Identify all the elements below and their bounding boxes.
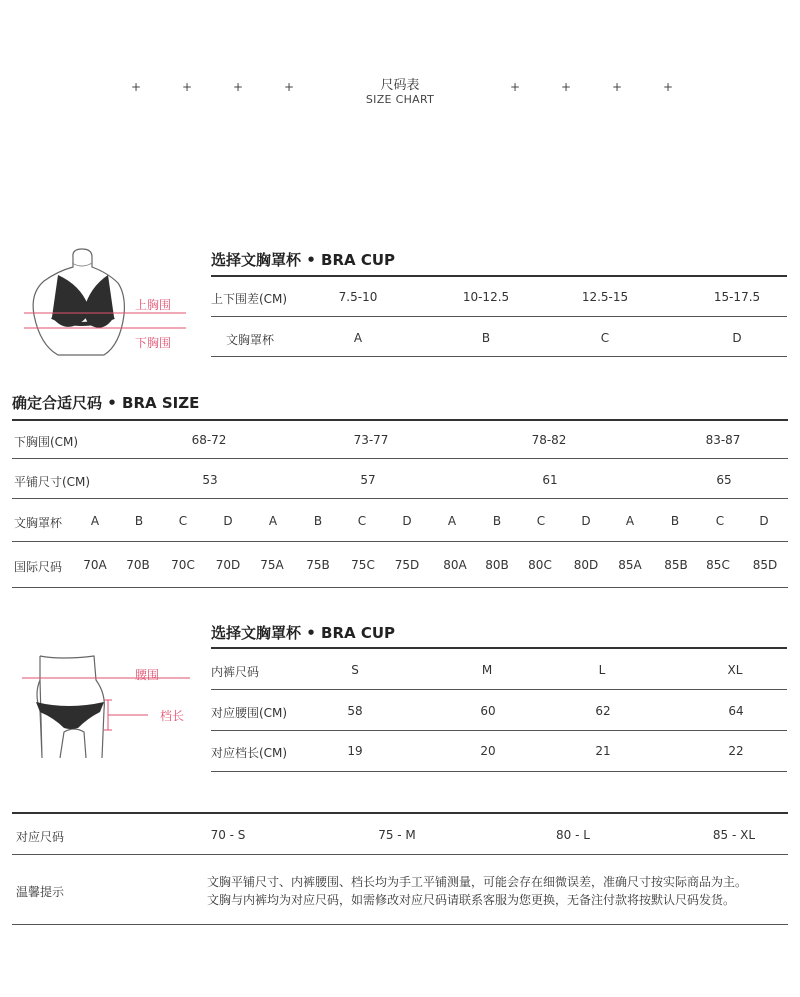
- cell: 64: [728, 704, 744, 718]
- waist-label: 腰围: [135, 668, 160, 682]
- cell: 78-82: [531, 433, 567, 447]
- cell: 75 - M: [378, 828, 416, 842]
- row-label: 国际尺码: [14, 560, 63, 574]
- intl-size-cell: 85A: [618, 558, 642, 572]
- plus-icon: +: [284, 80, 295, 94]
- cup-cell: C: [536, 514, 546, 528]
- cell: 20: [480, 744, 496, 758]
- intl-size-cell: 70A: [83, 558, 107, 572]
- cell: 68-72: [191, 433, 227, 447]
- cell: 15-17.5: [713, 290, 761, 304]
- cell: 85 - XL: [712, 828, 756, 842]
- cell: 62: [595, 704, 611, 718]
- row-label: 对应腰围(CM): [211, 706, 288, 720]
- row-label: 下胸围(CM): [14, 435, 79, 449]
- cell: 83-87: [705, 433, 741, 447]
- cell: 21: [595, 744, 611, 758]
- intl-size-cell: 70D: [215, 558, 241, 572]
- cup-cell: B: [134, 514, 144, 528]
- plus-icon: +: [612, 80, 623, 94]
- plus-icon: +: [131, 80, 142, 94]
- plus-icon: +: [182, 80, 193, 94]
- cup-cell: B: [670, 514, 680, 528]
- cup-cell: C: [178, 514, 188, 528]
- intl-size-cell: 85B: [664, 558, 688, 572]
- cell: S: [351, 663, 359, 677]
- divider: [12, 587, 788, 588]
- cell: 61: [542, 473, 558, 487]
- cell: 65: [716, 473, 732, 487]
- divider: [211, 647, 787, 649]
- divider: [12, 854, 788, 855]
- divider: [12, 541, 788, 542]
- intl-size-cell: 75C: [351, 558, 375, 572]
- row-label: 对应尺码: [16, 830, 65, 844]
- intl-size-cell: 80D: [573, 558, 599, 572]
- cup-cell: A: [625, 514, 635, 528]
- cell: 80 - L: [556, 828, 590, 842]
- intl-size-cell: 80B: [485, 558, 509, 572]
- divider: [211, 316, 787, 317]
- row-label: 上下围差(CM): [211, 292, 288, 306]
- row-label: 内裤尺码: [211, 665, 260, 679]
- row-label: 平铺尺寸(CM): [14, 475, 91, 489]
- divider: [211, 356, 787, 357]
- crotch-label: 档长: [160, 709, 185, 723]
- intl-size-cell: 70C: [171, 558, 195, 572]
- cup-cell: A: [447, 514, 457, 528]
- cell: L: [598, 663, 606, 677]
- tip-label: 温馨提示: [16, 885, 65, 899]
- intl-size-cell: 75A: [260, 558, 284, 572]
- bra-cup-title: 选择文胸罩杯 • BRA CUP: [211, 251, 396, 269]
- divider: [12, 498, 788, 499]
- tip-line: 文胸平铺尺寸、内裤腰围、档长均为手工平铺测量，可能会存在细微误差，准确尺寸按实际商品为主。: [207, 875, 748, 889]
- cup-cell: B: [492, 514, 502, 528]
- page-subtitle: SIZE CHART: [365, 93, 435, 106]
- cup-cell: A: [268, 514, 278, 528]
- divider: [12, 812, 788, 814]
- cup-cell: D: [402, 514, 412, 528]
- cell: B: [481, 331, 491, 345]
- plus-icon: +: [561, 80, 572, 94]
- divider: [211, 730, 787, 731]
- cell: 58: [347, 704, 363, 718]
- cell: A: [353, 331, 363, 345]
- cell: 53: [202, 473, 218, 487]
- intl-size-cell: 80C: [528, 558, 552, 572]
- plus-icon: +: [233, 80, 244, 94]
- cell: 12.5-15: [581, 290, 629, 304]
- cell: C: [600, 331, 610, 345]
- divider: [211, 275, 787, 277]
- intl-size-cell: 75D: [394, 558, 420, 572]
- intl-size-cell: 85D: [752, 558, 778, 572]
- cup-cell: D: [759, 514, 769, 528]
- plus-icon: +: [510, 80, 521, 94]
- cell: 22: [728, 744, 744, 758]
- row-label: 对应档长(CM): [211, 746, 288, 760]
- cell: 7.5-10: [338, 290, 378, 304]
- under-bust-label: 下胸围: [135, 336, 172, 350]
- cell: D: [732, 331, 742, 345]
- intl-size-cell: 85C: [706, 558, 730, 572]
- intl-size-cell: 75B: [306, 558, 330, 572]
- panty-title: 选择文胸罩杯 • BRA CUP: [211, 624, 396, 642]
- divider: [211, 771, 787, 772]
- bra-size-title: 确定合适尺码 • BRA SIZE: [12, 394, 200, 412]
- row-label: 文胸罩杯: [226, 333, 275, 347]
- tip-line: 文胸与内裤均为对应尺码，如需修改对应尺码请联系客服为您更换，无备注付款将按默认尺码发货。: [207, 893, 736, 907]
- intl-size-cell: 80A: [443, 558, 467, 572]
- divider: [12, 419, 788, 421]
- cell: 19: [347, 744, 363, 758]
- cell: 57: [360, 473, 376, 487]
- cup-cell: D: [581, 514, 591, 528]
- cup-cell: C: [715, 514, 725, 528]
- intl-size-cell: 70B: [126, 558, 150, 572]
- row-label: 文胸罩杯: [14, 516, 63, 530]
- plus-icon: +: [663, 80, 674, 94]
- cup-cell: C: [357, 514, 367, 528]
- cell: 10-12.5: [462, 290, 510, 304]
- cup-cell: D: [223, 514, 233, 528]
- cup-cell: B: [313, 514, 323, 528]
- upper-bust-label: 上胸围: [135, 298, 172, 312]
- cell: M: [481, 663, 493, 677]
- cell: XL: [727, 663, 743, 677]
- cell: 60: [480, 704, 496, 718]
- cup-cell: A: [90, 514, 100, 528]
- divider: [12, 924, 788, 925]
- divider: [12, 458, 788, 459]
- cell: 73-77: [353, 433, 389, 447]
- divider: [211, 689, 787, 690]
- page-title: 尺码表: [380, 78, 420, 93]
- cell: 70 - S: [210, 828, 246, 842]
